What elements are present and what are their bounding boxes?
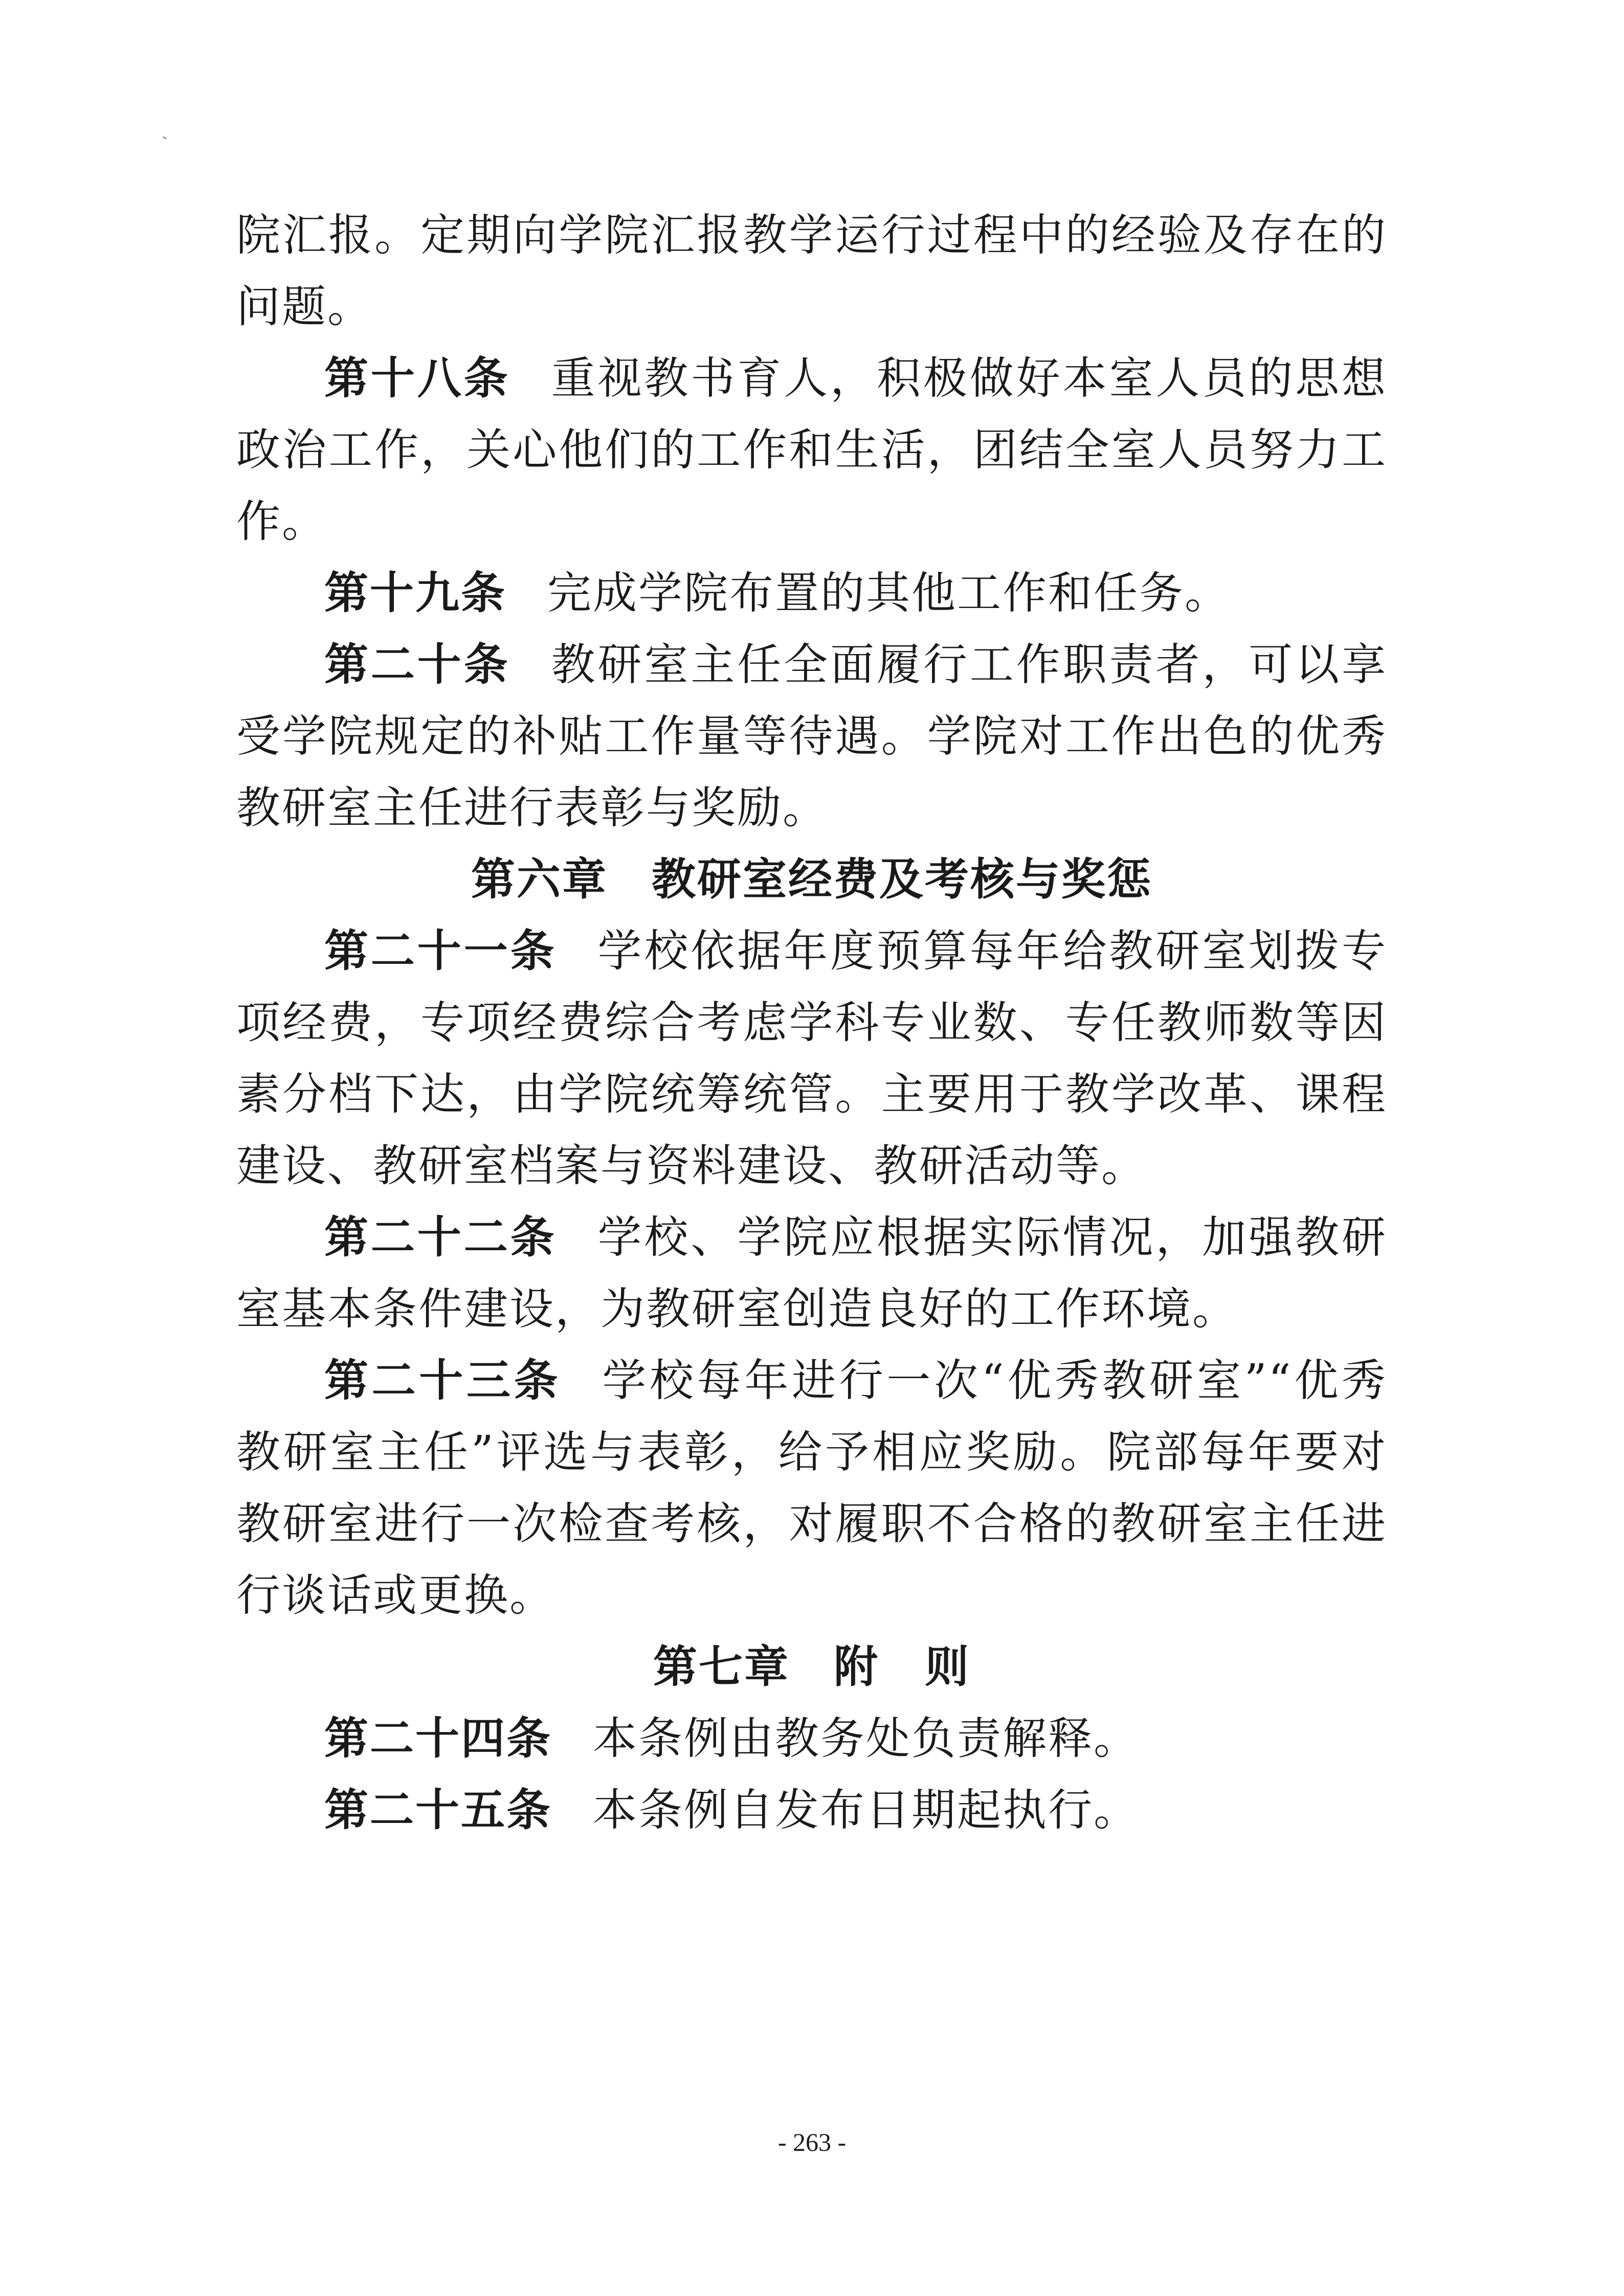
article-24 <box>236 1703 1387 1774</box>
chapter-7-heading <box>236 1631 1387 1703</box>
article-20-label: 第二十条 <box>324 639 510 690</box>
chapter-6-number: 第六章 <box>471 854 608 905</box>
article-24-text: 本条例由教务处负责解释。 <box>593 1713 1139 1764</box>
page-number: - 263 - <box>777 2128 847 2156</box>
article-25-label: 第二十五条 <box>324 1785 552 1836</box>
article-22 <box>236 1202 1387 1345</box>
article-20-text: 教研室主任全面履行工作职责者，可以享受学院规定的补贴工作量等待遇。学院对工作出色的优秀教研室主任进行表彰与奖励。 <box>236 639 1388 834</box>
article-24-label: 第二十四条 <box>324 1713 552 1764</box>
article-22-text: 学校、学院应根据实际情况，加强教研室基本条件建设，为教研室创造良好的工作环境。 <box>236 1212 1388 1335</box>
article-22-label: 第二十二条 <box>324 1212 557 1263</box>
article-18 <box>236 343 1387 557</box>
article-20 <box>236 629 1387 844</box>
scan-speck <box>163 136 167 139</box>
article-23-text: 学校每年进行一次“优秀教研室”“优秀教研室主任”评选与表彰，给予相应奖励。院部每年要对教研室进行一次检查考核，对履职不合格的教研室主任进行谈话或更换。 <box>236 1355 1387 1621</box>
chapter-7-title: 附 则 <box>834 1641 970 1693</box>
article-23-label: 第二十三条 <box>324 1355 562 1406</box>
chapter-6-title: 教研室经费及考核与奖惩 <box>652 854 1152 905</box>
chapter-6-heading <box>236 844 1387 915</box>
article-23 <box>236 1345 1387 1631</box>
article-18-text: 重视教书育人，积极做好本室人员的思想政治工作，关心他们的工作和生活，团结全室人员努力工作。 <box>236 353 1388 547</box>
article-18-label: 第十八条 <box>324 353 510 404</box>
article-21-text: 学校依据年度预算每年给教研室划拨专项经费，专项经费综合考虑学科专业数、专任教师数等因素分档下达，由学院统筹统管。主要用于教学改革、课程建设、教研室档案与资料建设、教研活动等。 <box>236 926 1388 1191</box>
article-21 <box>236 915 1387 1202</box>
article-19 <box>236 557 1387 629</box>
continuation-paragraph: 院汇报。定期向学院汇报教学运行过程中的经验及存在的问题。 <box>236 210 1387 332</box>
article-25 <box>236 1774 1387 1846</box>
article-19-text: 完成学院布置的其他工作和任务。 <box>547 568 1230 619</box>
article-25-text: 本条例自发布日期起执行。 <box>593 1785 1139 1836</box>
article-19-label: 第十九条 <box>324 568 506 619</box>
article-21-label: 第二十一条 <box>324 926 557 977</box>
chapter-7-number: 第七章 <box>653 1641 790 1693</box>
document-body <box>236 199 1387 1846</box>
